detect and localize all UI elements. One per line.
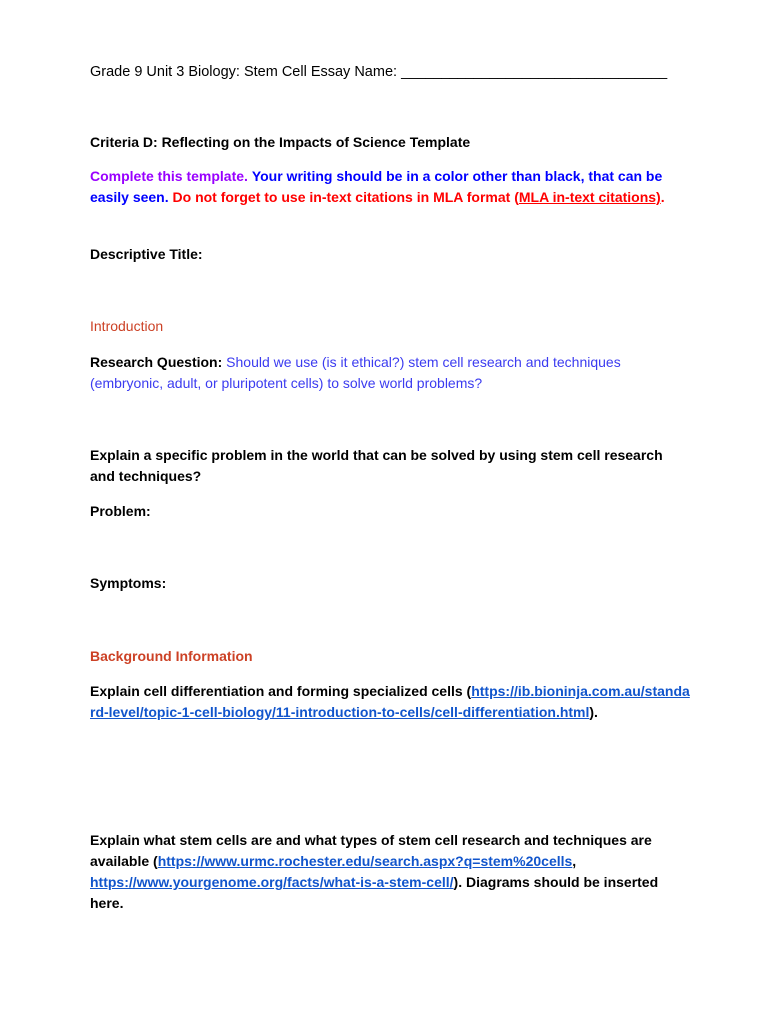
research-question-label: Research Question:	[90, 354, 223, 370]
problem-prompt: Explain a specific problem in the world that can be solved by using stem cell research and techniques?	[90, 447, 663, 484]
introduction-heading: Introduction	[90, 318, 164, 334]
complete-instruction: Complete this template.	[90, 168, 248, 184]
open-paren: (	[514, 189, 519, 205]
instructions-paragraph	[90, 166, 690, 208]
background-heading: Background Information	[90, 648, 253, 664]
period: .	[660, 189, 665, 205]
bioninja-link[interactable]: https://ib.bioninja.com.au/standard-level/topic-1-cell-biology/11-introduction-to-cells/cell-differentiation.html	[90, 683, 690, 720]
diff-open-paren: (	[466, 683, 472, 699]
link-separator: ,	[572, 853, 577, 869]
header-title: Grade 9 Unit 3 Biology: Stem Cell Essay Name:	[90, 64, 398, 80]
color-instruction: Your writing should be in a color other than black, that can be easily seen.	[90, 168, 663, 205]
stem-cells-paragraph	[90, 830, 690, 914]
document-header	[90, 62, 690, 83]
yourgenome-link[interactable]: https://www.yourgenome.org/facts/what-is-a-stem-cell/	[90, 874, 454, 890]
differentiation-prompt: Explain cell differentiation and forming specialized cells	[90, 683, 463, 699]
stem-cells-close: ). Diagrams should be inserted here.	[90, 874, 659, 911]
criteria-heading: Criteria D: Reflecting on the Impacts of Science Template	[90, 134, 471, 150]
research-question	[90, 352, 690, 394]
name-blank: _________________________________	[401, 64, 668, 80]
problem-label: Problem:	[90, 503, 151, 519]
descriptive-title-label: Descriptive Title:	[90, 246, 203, 262]
symptoms-label: Symptoms:	[90, 575, 167, 591]
urmc-link[interactable]: https://www.urmc.rochester.edu/search.aspx?q=stem%20cells	[157, 853, 573, 869]
citation-instruction: Do not forget to use in-text citations in MLA format	[172, 189, 511, 205]
differentiation-paragraph	[90, 681, 690, 723]
research-question-text: Should we use (is it ethical?) stem cell research and techniques (embryonic, adult, or pluripotent cells) to solve world problems?	[90, 354, 621, 391]
diff-close: ).	[589, 704, 598, 720]
mla-citations-link[interactable]: MLA in-text citations)	[518, 189, 661, 205]
stem-cells-prompt: Explain what stem cells are and what types of stem cell research and techniques are available (	[90, 832, 652, 869]
